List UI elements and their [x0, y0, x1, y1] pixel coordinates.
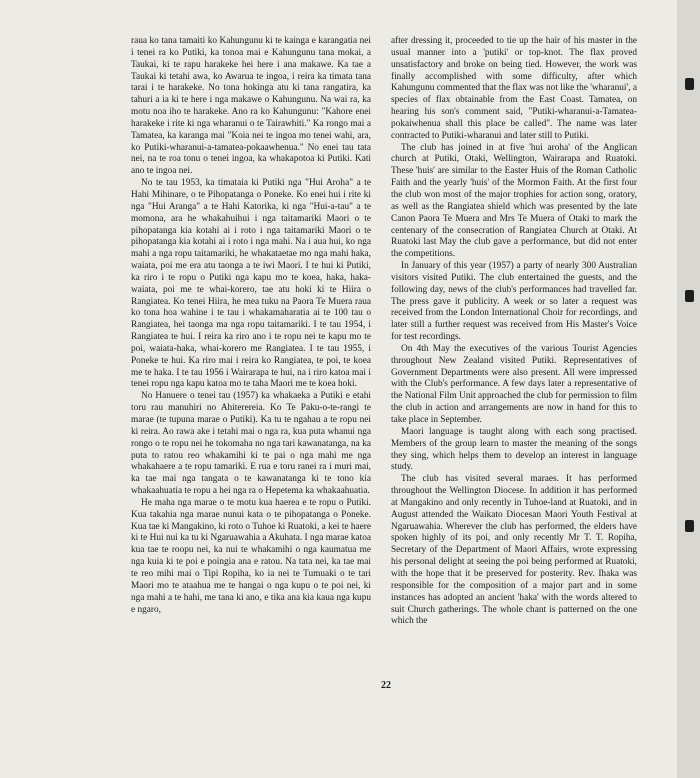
right-paragraph-2: The club has joined in at five 'hui aroha' of the Anglican church at Putiki, Otaki, Wellington, Wairarapa and Ruatoki. These 'huis' are similar to the Easter Huis of the Roman Catholic Faith and the yearly 'huis' of the Mormon Faith. At the first four the club won most of the major trophies for action song, oratory, as well as the Rangiatea shield which was presented by the late Canon Paora Te Muera and Mrs Te Muera of Otaki to mark the centenary of the consecration of Rangiatea Church at Otaki. At Ruatoki last May the club gave a performance, but did not enter the competitions. — [391, 142, 637, 260]
left-paragraph-3: No Hanuere o tenei tau (1957) ka whakaeka a Putiki e etahi toru rau manuhiri no Ahiterereia. Ko Te Paku-o-te-rangi te marae (te tupuna marae o Putiki). Ka tu te ngahau a te ropu nei ki reira. Ao rawa ake i tetahi mai o nga ra, kua puta whanui nga rongo o te ropu nei he tokomaha no nga tari kawanatanga, na ka puta to ratou reo whakamihi ki te pai o nga mahi me nga whakahaere a te ropu tamariki. E rua e toru ranei ra i muri mai, ka tae mai nga tangata o te kawanatanga ki te tono kia whakaahuatia te ropu a hei nga ra o Hepetema ka whakaahuatia. — [131, 391, 371, 497]
right-paragraph-1: after dressing it, proceeded to tie up the hair of his master in the usual manner into a 'putiki' or top-knot. The flax proved unsatisfactory and broke on being tied. However, the work was finally accomplished with some difficulty, after which Kahungunu commented that the flax was not like the 'wharanui', a species of flax obtainable from the East Coast. Tamatea, on hearing his son's comment said, "Putiki-wharanui-a-Tamatea-pokaiwhenua shall this place be called". The name was later contracted to Putiki-wharanui and later still to Putiki. — [391, 36, 637, 141]
page-number: 22 — [381, 680, 391, 691]
right-paragraph-5: Maori language is taught along with each song practised. Members of the group learn to master the meaning of the songs they sing, which helps them to develop an interest in language study. — [391, 426, 637, 473]
right-paragraph-3: In January of this year (1957) a party of nearly 300 Australian visitors visited Putiki. The club entertained the guests, and the following day, news of the club's performances had travelled far. The press gave it publicity. A week or so later a request was received from the London International Choir for recordings, and later still a further request was received from His Master's Voice for test recordings. — [391, 261, 637, 343]
right-paragraph-4: On 4th May the executives of the various Tourist Agencies throughout New Zealand visited Putiki. Representatives of Government Departments were also present. All were impressed with the Club's performance. A few days later a representative of the National Film Unit approached the club for permission to film the club in action and arrangements are now in hand for this to take place in September. — [391, 343, 637, 425]
page-binding-edge — [677, 0, 700, 778]
left-paragraph-1: raua ko tana tamaiti ko Kahungunu ki te kainga e karangatia nei i tenei ra ko Putiki, ka tonoa mai e Kahungunu tana mokai, a Taukai, ki te rapu harakeke hei here i ana makawe. Ka tae a Taukai ki tetahi awa, ko Awarua te ingoa, i reira ka timata tana tarai i te harakeke. No tona hokinga atu ki tana rangatira, ka tahuri a ia ki te here i nga makawe o Kahungunu. Na wai ra, ka motu noa iho te harakeke. Ano ra ko Kahungunu: "Kahore enei harakeke i rite ki nga wharanui o te Tairawhiti." Ka rongo mai a Tamatea, ka karanga mai "Koia nei te ingoa mo tenei wahi, ara, ko Putiki-wharanui-a-tamatea-pokaawhenua." No enei tau tata nei, na te roa tonu o tenei ingoa, ka whakapotoa ki Putiki. Kati ano te ingoa nei. — [131, 36, 371, 177]
left-paragraph-4: He maha nga marae o te motu kua haerea e te ropu o Putiki. Kua takahia nga marae nunui kata o te pihopatanga o Poneke. Kua tae ki Mangakino, ki roto o Tuhoe ki Ruatoki, a kei te haere ki te Hui nui ka tu ki Ngaruawahia a Akuhata. I nga marae katoa kua tae te roopu nei, ka nui te whakamihi o nga kaumatua me nga kuia ki te poi e poingia ana e ratou. Na tata nei, ka tae mai te reo mihi mai o Tipi Ropiha, ko ia nei te Tumuaki o te tari Maori mo te ataahua me te hangai o nga kupu o te poi nei, ki nga mahi a te hahi, me tana ki ano, e tika ana kia kaua nga kupu e ngaro, — [131, 497, 371, 615]
left-column-maori-text — [131, 36, 371, 616]
right-column-english-text — [391, 36, 637, 628]
right-paragraph-6: The club has visited several maraes. It has performed throughout the Wellington Diocese. In addition it has performed at Mangakino and only recently in Tuhoe-land at Ruatoki, and in August attended the Waikato Diocesan Maori Youth Festival at Ngaruawahia. Wherever the club has performed, the elders have spoken highly of its poi, and only recently Mr T. T. Ropiha, Secretary of the Department of Maori Affairs, wrote expressing his personal delight at seeing the poi being performed at Ruatoki, with the hope that it be preserved for posterity. Rev. Ihaka was responsible for the composition of a major part and in some instances has adopted an ancient 'haka' with the words altered to suit Church gatherings. The whole chant is patterned on the one which the — [391, 474, 637, 627]
binding-hole — [685, 290, 694, 302]
binding-hole — [685, 78, 694, 90]
binding-hole — [685, 520, 694, 532]
left-paragraph-2: No te tau 1953, ka timataia ki Putiki nga "Hui Aroha" a te Hahi Mihinare, o te Pihopatanga o Poneke. Ko enei hui i rite ki nga "Hui Aranga" a te Hahi Katorika, ki nga "Hui-a-tau" a te momona, ara he whakahuihui i nga taitamariki Maori o te pihopatanga kia kotahi ai i roto i nga taitamariki Maori o te pihopatanga kia kotahi ai i roto i nga mahi. Na i aua hui, ko nga mahi a nga ropu taitamariki, he whakataetae mo nga mahi haka, waiata, poi me era atu taonga a te iwi Maori. I te hui ki Putiki, ka riro i te ropu o Putiki nga kapu mo te koea, haka, haka-waiata, poi me te whai-korero, tae atu hoki ki te Hiira o Rangiatea. Ko tenei Hiira, he mea tuku na Paora Te Muera raua ko tona hoa wahine i te tau i whakamaharatia ai te 100 tau o Rangiatea, hei taonga ma nga ropu taitamariki. I te tau 1954, i Rangiatea te hui. I reira ka riro ano i te ropu nei te kapu mo te poi, waiata-haka, whai-korero me Rangiatea. I te tau 1955, i Poneke te hui. Ka riro mai i reira ko Rangiatea, te poi, te koea me te haka. I te tau 1956 i Wairarapa te hui, na i riro katoa mai i tenei ropu nga kapu katoa mo te taha Maori me te koea hoki. — [131, 178, 371, 390]
